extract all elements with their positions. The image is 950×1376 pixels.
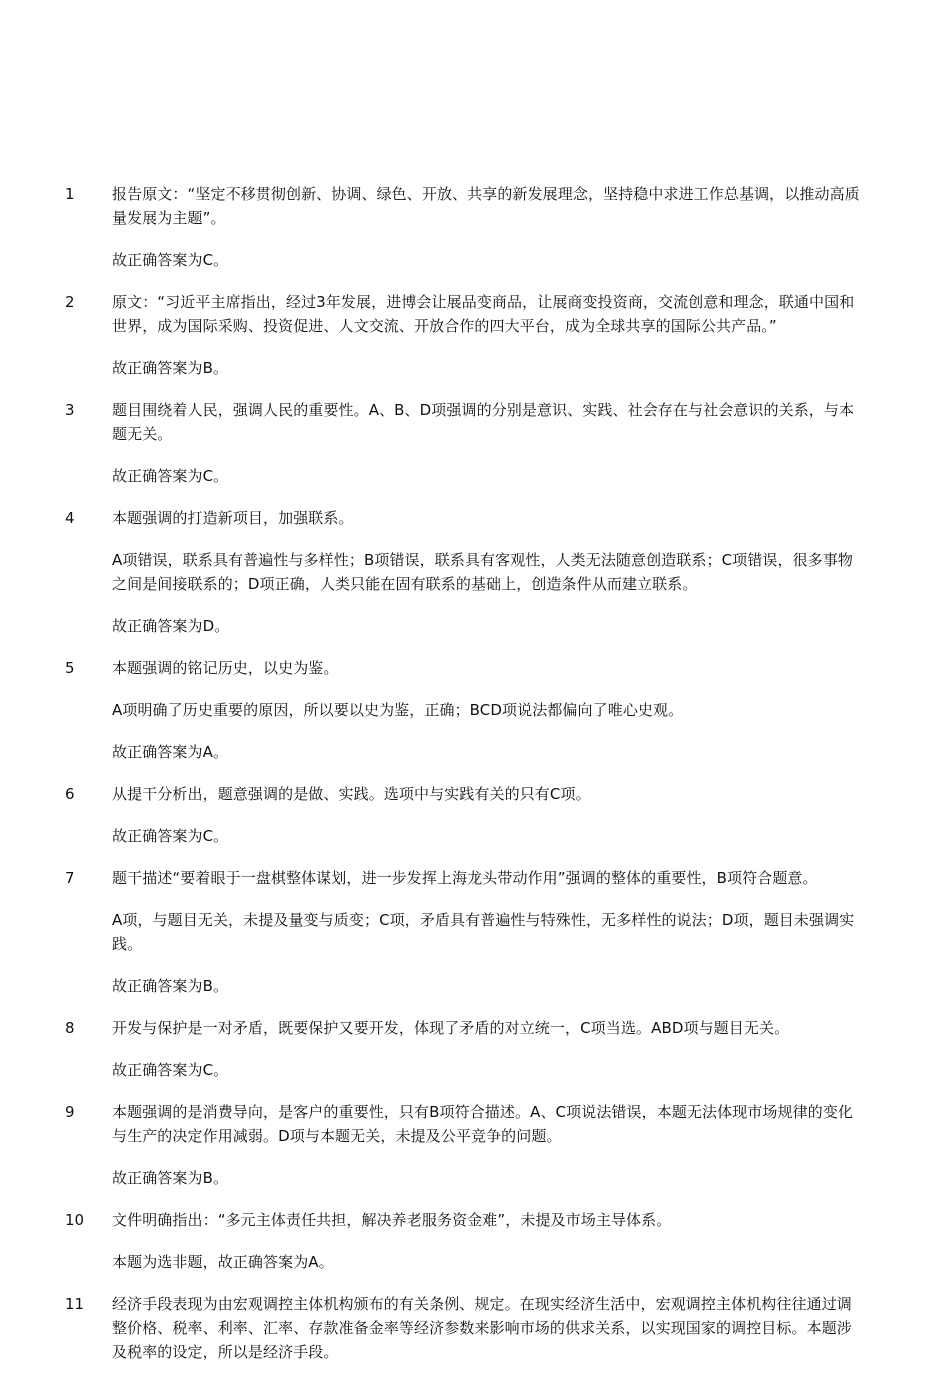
answer-item [0, 860, 950, 998]
answer-line: 故正确答案为C。 [112, 827, 229, 845]
item-number: 4 [65, 509, 75, 527]
answer-explanations [0, 176, 950, 1376]
item-number: 5 [65, 659, 75, 677]
explanation-paragraph: A项明确了历史重要的原因，所以要以史为鉴，正确；BCD项说法都偏向了唯心史观。 [112, 701, 684, 719]
answer-item [0, 1202, 950, 1274]
answer-line: 故正确答案为A。 [112, 743, 229, 761]
explanation-paragraph: 题目围绕着人民，强调人民的重要性。A、B、D项强调的分别是意识、实践、社会存在与社会意识的关系，与本题无关。 [112, 401, 855, 443]
answer-line: 故正确答案为B。 [112, 1169, 229, 1187]
item-number: 7 [65, 869, 75, 887]
answer-item [0, 1094, 950, 1190]
answer-item [0, 650, 950, 764]
answer-line: 故正确答案为C。 [112, 467, 229, 485]
answer-line: 故正确答案为C。 [112, 1061, 229, 1079]
explanation-paragraph: 本题强调的打造新项目，加强联系。 [112, 509, 354, 527]
explanation-paragraph: 开发与保护是一对矛盾，既要保护又要开发，体现了矛盾的对立统一，C项当选。ABD项与题目无关。 [112, 1019, 790, 1037]
answer-line: 本题为选非题，故正确答案为A。 [112, 1253, 334, 1271]
answer-line: 故正确答案为C。 [112, 251, 229, 269]
answer-item [0, 1286, 950, 1364]
answer-item [0, 1010, 950, 1082]
explanation-paragraph: A项，与题目无关，未提及量变与质变；C项，矛盾具有普遍性与特殊性，无多样性的说法；D项，题目未强调实践。 [112, 911, 855, 953]
answer-item [0, 176, 950, 272]
answer-item [0, 776, 950, 848]
item-number: 9 [65, 1103, 75, 1121]
item-number: 6 [65, 785, 75, 803]
item-number: 11 [65, 1295, 85, 1313]
item-number: 1 [65, 185, 75, 203]
answer-item [0, 284, 950, 380]
explanation-paragraph: 本题强调的是消费导向，是客户的重要性，只有B项符合描述。A、C项说法错误，本题无法体现市场规律的变化与生产的决定作用减弱。D项与本题无关，未提及公平竞争的问题。 [112, 1103, 854, 1145]
item-number: 8 [65, 1019, 75, 1037]
answer-item [0, 392, 950, 488]
item-number: 2 [65, 293, 75, 311]
explanation-paragraph: 原文：“习近平主席指出，经过3年发展，进博会让展品变商品，让展商变投资商，交流创意和理念，联通中国和世界，成为国际采购、投资促进、人文交流、开放合作的四大平台，成为全球共享的国际公共产品。” [112, 293, 855, 335]
explanation-paragraph: 文件明确指出：“多元主体责任共担，解决养老服务资金难”，未提及市场主导体系。 [112, 1211, 672, 1229]
answer-line: 故正确答案为B。 [112, 359, 229, 377]
explanation-paragraph: 报告原文：“坚定不移贯彻创新、协调、绿色、开放、共享的新发展理念，坚持稳中求进工作总基调，以推动高质量发展为主题”。 [112, 185, 860, 227]
explanation-paragraph: A项错误，联系具有普遍性与多样性；B项错误，联系具有客观性，人类无法随意创造联系；C项错误，很多事物之间是间接联系的；D项正确，人类只能在固有联系的基础上，创造条件从而建立联系。 [112, 551, 854, 593]
explanation-paragraph: 题干描述“要着眼于一盘棋整体谋划，进一步发挥上海龙头带动作用”强调的整体的重要性，B项符合题意。 [112, 869, 818, 887]
explanation-paragraph: 从提干分析出，题意强调的是做、实践。选项中与实践有关的只有C项。 [112, 785, 591, 803]
explanation-paragraph: 本题强调的铭记历史，以史为鉴。 [112, 659, 339, 677]
item-number: 10 [65, 1211, 85, 1229]
explanation-paragraph: 经济手段表现为由宏观调控主体机构颁布的有关条例、规定。在现实经济生活中，宏观调控主体机构往往通过调整价格、税率、利率、汇率、存款准备金率等经济参数来影响市场的供求关系，以实现国家的调控目标。本题涉及税率的设定，所以是经济手段。 [112, 1295, 852, 1361]
answer-line: 故正确答案为B。 [112, 977, 229, 995]
answer-item [0, 500, 950, 638]
answer-line: 故正确答案为D。 [112, 617, 230, 635]
item-number: 3 [65, 401, 75, 419]
